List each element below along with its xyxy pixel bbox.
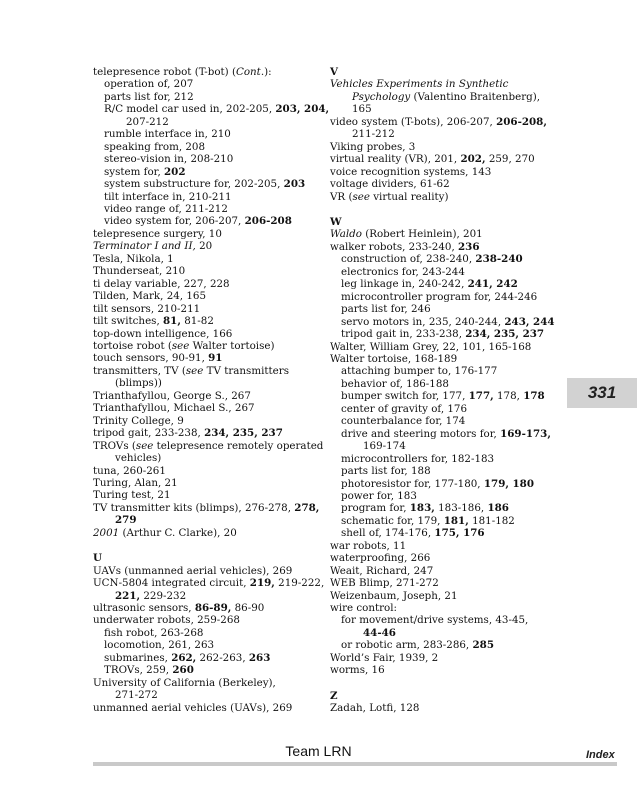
entry-text: telepresence remotely operated (153, 439, 324, 452)
index-subentry (330, 614, 542, 639)
index-entry (330, 353, 542, 365)
entry-text: for movement/drive systems, 43-45, (341, 614, 529, 627)
section-letter: Z (330, 689, 338, 702)
entry-text: microcontroller program for, 244-246 (341, 290, 538, 303)
entry-text: underwater robots, 259-268 (93, 614, 240, 627)
italic-text: Cont. (235, 66, 265, 78)
index-subentry (93, 639, 315, 651)
index-entry (93, 240, 315, 252)
entry-text: TV transmitter kits (blimps), 276-278, (93, 501, 295, 514)
bold-page-ref: 44-46 (363, 626, 396, 639)
index-entry (330, 552, 542, 564)
entry-text: voltage dividers, 61-62 (330, 178, 450, 191)
bold-page-ref: 81, (163, 315, 181, 328)
index-entry (330, 702, 542, 714)
index-entry (330, 166, 542, 178)
entry-text: parts list for, 246 (341, 303, 431, 316)
index-subentry (330, 502, 542, 514)
entry-text: tuna, 260-261 (93, 464, 166, 477)
italic-text: Terminator I and II, (93, 240, 196, 253)
entry-text: unmanned aerial vehicles (UAVs), 269 (93, 701, 293, 714)
entry-text: (Robert Heinlein), 201 (361, 228, 483, 241)
index-subentry (93, 191, 315, 203)
bold-page-ref: 236 (458, 240, 480, 253)
index-entry (93, 677, 315, 702)
bold-page-ref: 186 (487, 502, 509, 515)
entry-text: TV transmitters (203, 364, 289, 377)
entry-text: attaching bumper to, 176-177 (341, 365, 498, 378)
bold-page-ref: 178 (523, 390, 545, 403)
entry-text: (Valentino Braitenberg), (410, 90, 541, 103)
entry-text: 169-174 (363, 440, 406, 453)
entry-text: Tilden, Mark, 24, 165 (93, 290, 207, 303)
bold-page-ref: 221, (115, 589, 141, 602)
entry-text: tripod gait, 233-238, (93, 427, 205, 440)
index-entry (330, 577, 542, 589)
entry-text: ultrasonic sensors, (93, 602, 195, 615)
entry-text: stereo-vision in, 208-210 (104, 153, 234, 166)
entry-text: leg linkage in, 240-242, (341, 278, 468, 291)
entry-text: Trianthafyllou, Michael S., 267 (93, 402, 255, 415)
index-subentry (330, 527, 542, 539)
index-entry (330, 590, 542, 602)
entry-text: video range of, 211-212 (104, 202, 228, 215)
section-letter: V (330, 66, 338, 78)
entry-text: system substructure for, 202-205, (104, 178, 284, 191)
index-subentry (330, 515, 542, 527)
entry-text: wire control: (330, 602, 398, 615)
entry-text: 229-232 (140, 589, 187, 602)
entry-text: 81-82 (180, 315, 214, 328)
entry-text: virtual reality (VR), 201, (330, 153, 461, 166)
index-entry (93, 278, 315, 290)
index-subentry (330, 465, 542, 477)
bold-page-ref: 241, 242 (467, 278, 518, 291)
index-entry (330, 602, 542, 614)
index-entry (93, 228, 315, 240)
entry-text: top-down intelligence, 166 (93, 327, 233, 340)
entry-text: World’s Fair, 1939, 2 (330, 651, 439, 664)
index-entry (330, 228, 542, 240)
entry-text: tilt switches, (93, 315, 163, 328)
entry-text: transmitters, TV ( (93, 364, 186, 377)
bold-page-ref: 181, (443, 514, 469, 527)
entry-text: 262-263, (196, 651, 249, 664)
index-subentry (330, 390, 545, 403)
index-entry (93, 328, 315, 340)
entry-text: behavior of, 186-188 (341, 377, 449, 390)
italic-text: see (135, 439, 154, 452)
index-entry (330, 565, 542, 577)
index-entry (93, 427, 315, 439)
entry-text: microcontrollers for, 182-183 (341, 452, 495, 465)
entry-text: 259, 270 (485, 153, 535, 166)
index-entry (93, 402, 315, 414)
entry-text: (blimps)) (115, 377, 162, 390)
bold-page-ref: 169-173, (500, 427, 551, 440)
index-subentry (93, 103, 330, 128)
entry-text: rumble interface in, 210 (104, 128, 231, 141)
entry-text: 165 (352, 103, 372, 116)
index-entry (93, 66, 315, 78)
index-subentry (330, 266, 542, 278)
entry-text: program for, (341, 502, 410, 515)
index-subentry (93, 664, 315, 676)
entry-text: 181-182 (468, 514, 515, 527)
index-subentry (330, 328, 545, 341)
index-subentry (330, 453, 542, 465)
entry-text: center of gravity of, 176 (341, 402, 468, 415)
bold-page-ref: 263 (248, 651, 271, 664)
index-entry (93, 365, 315, 390)
entry-text: electronics for, 243-244 (341, 265, 465, 278)
entry-text: war robots, 11 (330, 539, 407, 552)
index-subentry (93, 203, 315, 215)
entry-text: R/C model car used in, 202-205, (104, 103, 276, 116)
entry-text: Walter tortoise) (189, 339, 275, 352)
bold-page-ref: 179, 180 (483, 477, 535, 490)
index-entry (93, 290, 315, 302)
entry-text: 20 (195, 240, 213, 253)
entry-text: speaking from, 208 (104, 140, 206, 153)
index-column-right (330, 66, 555, 715)
entry-text: schematic for, 179, (341, 514, 444, 527)
entry-text: Weizenbaum, Joseph, 21 (330, 589, 458, 602)
index-entry (93, 439, 324, 465)
entry-text: UCN-5804 integrated circuit, (93, 577, 250, 590)
entry-text: system for, (104, 165, 165, 178)
entry-text: Viking probes, 3 (330, 140, 416, 153)
index-entry (330, 178, 542, 190)
entry-text: Turing, Alan, 21 (93, 476, 178, 489)
entry-text: 207-212 (126, 115, 169, 128)
italic-text: Waldo (330, 228, 362, 241)
index-entry (330, 241, 542, 253)
index-subentry (330, 378, 542, 390)
index-subentry (93, 141, 315, 153)
index-subentry (330, 253, 542, 265)
index-subentry (330, 639, 542, 651)
entry-text: voice recognition systems, 143 (330, 165, 492, 178)
bold-page-ref: 183, (409, 502, 435, 515)
italic-text: see (185, 364, 204, 377)
index-entry (93, 702, 315, 714)
index-subentry (330, 278, 542, 290)
footer-rule (93, 762, 617, 766)
footer-text: Team LRN (285, 743, 352, 759)
entry-text: servo motors in, 235, 240-244, (341, 315, 505, 328)
entry-text: vehicles) (115, 452, 162, 465)
index-entry (330, 664, 542, 676)
entry-text: University of California (Berkeley), (93, 676, 276, 689)
bold-page-ref: 238-240 (475, 253, 523, 266)
index-subentry (330, 365, 542, 377)
index-subentry (93, 652, 315, 664)
entry-text: Trianthafyllou, George S., 267 (93, 389, 251, 402)
footer-section-label: Index (586, 749, 615, 761)
entry-text: touch sensors, 90-91, (93, 352, 209, 365)
italic-text: Psychology (352, 90, 411, 103)
bold-page-ref: 203 (283, 178, 306, 191)
entry-text: submarines, (104, 651, 172, 664)
index-subentry (93, 91, 315, 103)
italic-text: 2001 (93, 526, 120, 539)
bold-page-ref: 203, 204, (275, 103, 330, 116)
index-subentry (93, 178, 315, 190)
entry-text: virtual reality) (369, 190, 449, 203)
index-entry (93, 501, 320, 527)
index-entry (330, 78, 542, 115)
entry-text: 86-90 (231, 602, 265, 615)
entry-text: photoresistor for, 177-180, (341, 477, 484, 490)
entry-text: VR ( (330, 190, 353, 203)
entry-text: Walter tortoise, 168-189 (330, 352, 458, 365)
bold-page-ref: 234, 235, 237 (204, 427, 283, 440)
bold-page-ref: 202 (164, 165, 186, 178)
entry-text: Weait, Richard, 247 (330, 564, 434, 577)
entry-text: UAVs (unmanned aerial vehicles), 269 (93, 564, 293, 577)
index-entry (330, 115, 547, 141)
entry-text: counterbalance for, 174 (341, 415, 466, 428)
bold-page-ref: 262, (171, 651, 197, 664)
bold-page-ref: 175, 176 (434, 527, 485, 540)
entry-text: 211-212 (352, 128, 395, 141)
entry-text: video system (T-bots), 206-207, (330, 115, 497, 128)
page-number-tab: 331 (567, 378, 637, 408)
entry-text: fish robot, 263-268 (104, 626, 204, 639)
bold-page-ref: 279 (115, 514, 137, 527)
index-entry (93, 390, 315, 402)
index-entry (93, 602, 315, 614)
entry-text: construction of, 238-240, (341, 253, 476, 266)
bold-page-ref: 177, (468, 390, 494, 403)
index-entry (330, 341, 542, 353)
entry-text: walker robots, 233-240, (330, 240, 458, 253)
entry-text: telepresence robot (T-bot) ( (93, 66, 236, 78)
entry-text: ti delay variable, 227, 228 (93, 277, 230, 290)
bold-page-ref: 86-89, (194, 602, 232, 615)
index-subentry (330, 427, 551, 453)
index-subentry (330, 303, 542, 315)
index-entry (330, 540, 542, 552)
index-subentry (93, 153, 315, 165)
index-subentry (93, 128, 315, 140)
bold-page-ref: 260 (172, 664, 194, 677)
entry-text: 183-186, (434, 502, 488, 515)
entry-text: telepresence surgery, 10 (93, 227, 222, 240)
index-entry (330, 652, 542, 664)
index-subentry (330, 291, 542, 303)
index-entry (93, 477, 315, 489)
entry-text: locomotion, 261, 263 (104, 639, 215, 652)
bold-page-ref: 206-208, (496, 115, 547, 128)
entry-text: 219-222, (274, 577, 325, 590)
bold-page-ref: 206-208 (244, 215, 292, 228)
bold-page-ref: 219, (249, 577, 275, 590)
bold-page-ref: 91 (208, 352, 223, 365)
index-entry (330, 153, 542, 165)
entry-text: shell of, 174-176, (341, 527, 435, 540)
entry-text: parts list for, 212 (104, 90, 194, 103)
section-letter: W (330, 215, 342, 228)
italic-text: Vehicles Experiments in Synthetic (330, 78, 509, 91)
italic-text: see (352, 190, 370, 203)
index-column-left (93, 66, 330, 714)
index-subentry (93, 78, 315, 90)
index-entry (93, 565, 315, 577)
entry-text: Trinity College, 9 (93, 414, 184, 427)
entry-text: bumper switch for, 177, (341, 390, 469, 403)
section-letter: U (93, 552, 102, 565)
index-entry (330, 191, 542, 203)
entry-text: tilt sensors, 210-211 (93, 302, 201, 315)
entry-text: parts list for, 188 (341, 465, 431, 478)
entry-text: drive and steering motors for, (341, 427, 501, 440)
index-subentry (330, 490, 542, 502)
entry-text: 271-272 (115, 689, 158, 702)
index-entry (93, 614, 315, 626)
entry-text: video system for, 206-207, (104, 215, 245, 228)
index-entry (93, 303, 315, 315)
index-entry (93, 253, 315, 265)
bold-page-ref: 243, 244 (504, 315, 555, 328)
index-entry (93, 315, 315, 327)
index-entry (93, 527, 315, 539)
index-subentry (330, 478, 542, 490)
index-entry (330, 141, 542, 153)
entry-text: WEB Blimp, 271-272 (330, 577, 439, 590)
index-subentry (93, 166, 315, 178)
index-subentry (330, 415, 542, 427)
entry-text: waterproofing, 266 (330, 552, 431, 565)
entry-text: Thunderseat, 210 (93, 265, 186, 278)
entry-text: ): (264, 66, 272, 78)
entry-text: Zadah, Lotfi, 128 (330, 702, 420, 715)
entry-text: Tesla, Nikola, 1 (93, 252, 174, 265)
index-subentry (330, 315, 555, 328)
entry-text: 178, (493, 390, 524, 403)
entry-text: tilt interface in, 210-211 (104, 190, 232, 203)
entry-text: TROVs ( (93, 439, 136, 452)
entry-text: worms, 16 (330, 664, 385, 677)
bold-page-ref: 202, (460, 153, 486, 166)
index-entry (93, 489, 315, 501)
entry-text: tortoise robot ( (93, 339, 172, 352)
entry-text: power for, 183 (341, 489, 417, 502)
entry-text: or robotic arm, 283-286, (341, 639, 473, 652)
index-subentry (330, 403, 542, 415)
italic-text: see (171, 339, 190, 352)
index-entry (93, 340, 315, 352)
index-entry (93, 415, 315, 427)
index-entry (93, 465, 315, 477)
entry-text: tripod gait in, 233-238, (341, 328, 466, 341)
index-subentry (93, 215, 315, 227)
entry-text: TROVs, 259, (104, 664, 173, 677)
index-entry (93, 577, 325, 602)
bold-page-ref: 234, 235, 237 (465, 328, 545, 341)
entry-text: Walter, William Grey, 22, 101, 165-168 (330, 340, 532, 353)
entry-text: operation of, 207 (104, 78, 194, 91)
index-entry (93, 265, 315, 277)
bold-page-ref: 278, (294, 501, 320, 514)
entry-text: Turing test, 21 (93, 489, 171, 502)
index-entry (93, 352, 315, 364)
bold-page-ref: 285 (472, 639, 494, 652)
index-subentry (93, 627, 315, 639)
entry-text: (Arthur C. Clarke), 20 (119, 526, 237, 539)
